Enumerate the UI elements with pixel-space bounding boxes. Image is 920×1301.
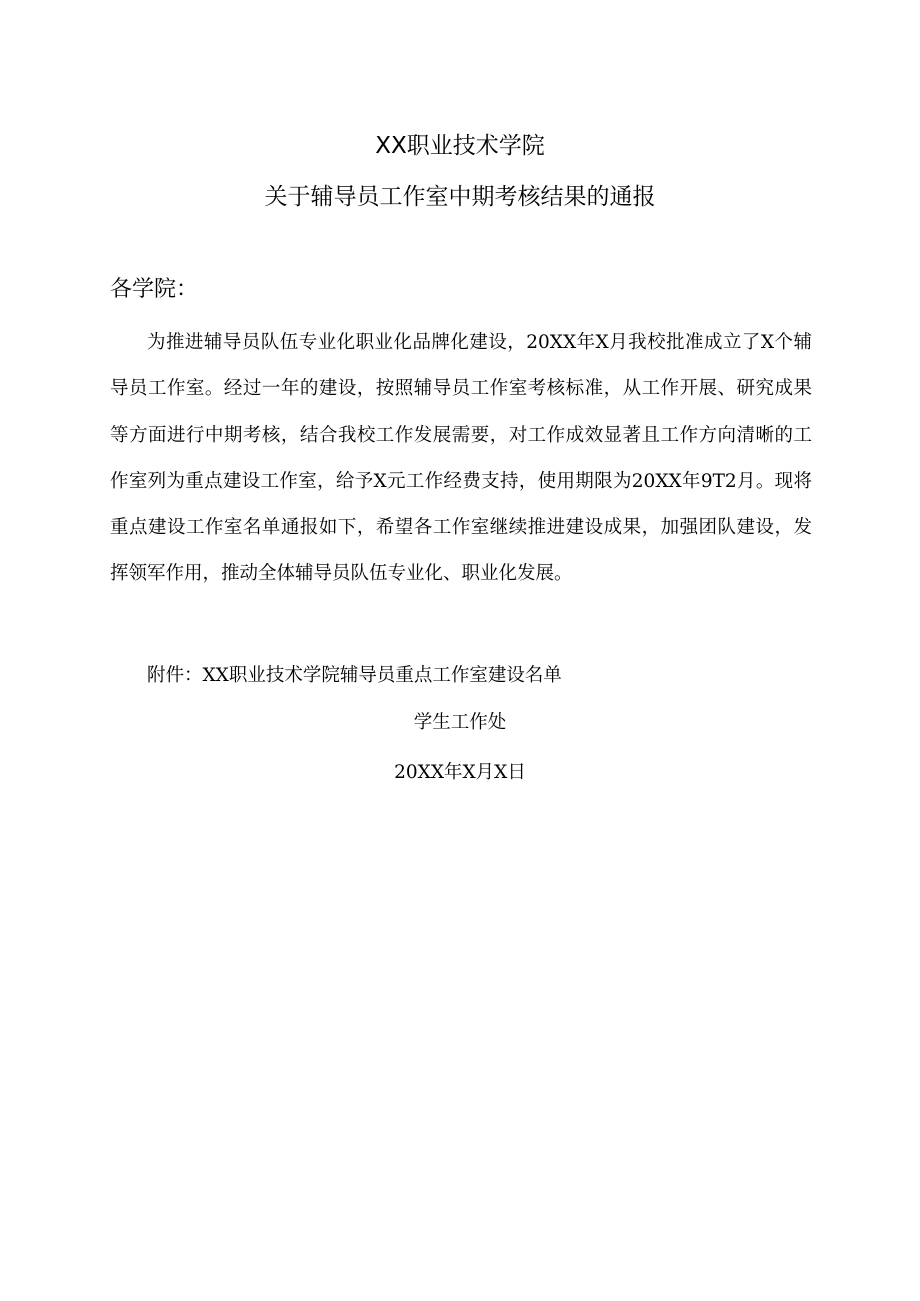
issuer-signature: 学生工作处	[413, 712, 507, 733]
salutation: 各学院：	[110, 277, 199, 302]
issue-date: 20XX年X月X日	[394, 762, 526, 783]
attachment-line: 附件：XX职业技术学院辅导员重点工作室建设名单	[147, 665, 562, 686]
body-paragraph: 为推进辅导员队伍专业化职业化品牌化建设，20XX年X月我校批准成立了X个辅导员工作室。经过一年的建设，按照辅导员工作室考核标准，从工作开展、研究成果等方面进行中期考核，结合我校工作发展需要，对工作成效显著且工作方向清晰的工作室列为重点建设工作室，给予X元工作经费支持，使用期限为20XX年9T2月。现将重点建设工作室名单通报如下，希望各工作室继续推进建设成果，加强团队建设，发挥领军作用，推动全体辅导员队伍专业化、职业化发展。	[110, 332, 812, 585]
document-title-subject: 关于辅导员工作室中期考核结果的通报	[264, 184, 656, 210]
document-title-institution: XX职业技术学院	[375, 133, 545, 159]
